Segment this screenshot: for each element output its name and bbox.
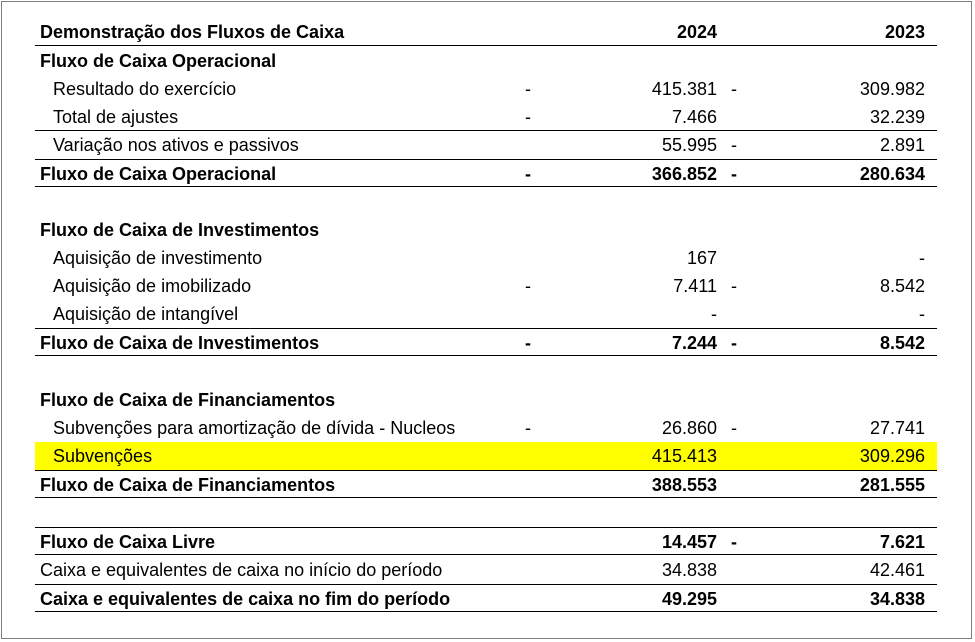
row-label: Caixa e equivalentes de caixa no fim do período <box>40 589 451 609</box>
table-row <box>35 103 937 131</box>
table-row <box>35 75 937 103</box>
sign-2024: - <box>525 164 531 184</box>
value-2024: 26.860 <box>661 418 717 438</box>
value-2024: 167 <box>686 248 717 268</box>
value-2024: 34.838 <box>661 560 717 580</box>
value-2023: 309.296 <box>859 446 925 466</box>
row-label: Fluxo de Caixa de Investimentos <box>40 333 320 353</box>
cash-flow-statement <box>1 1 972 639</box>
total-row-financiamentos <box>35 470 937 498</box>
row-label: Total de ajustes <box>53 107 179 127</box>
column-header-2024: 2024 <box>676 22 717 42</box>
table-row <box>35 244 937 272</box>
value-2023: 8.542 <box>879 276 925 296</box>
section-heading-operacional: Fluxo de Caixa Operacional <box>40 51 277 71</box>
value-2024: 7.466 <box>671 107 717 127</box>
header-row <box>35 18 937 46</box>
row-label: Variação nos ativos e passivos <box>53 135 299 155</box>
table-row <box>35 131 937 159</box>
value-2024: 55.995 <box>661 135 717 155</box>
sign-2024: - <box>525 79 531 99</box>
sign-2023: - <box>731 276 737 296</box>
row-label: Subvenções <box>53 446 153 466</box>
sign-2023: - <box>731 164 737 184</box>
row-label: Fluxo de Caixa de Financiamentos <box>40 475 336 495</box>
column-header-2023: 2023 <box>884 22 925 42</box>
value-2023: 32.239 <box>869 107 925 127</box>
value-2024: 7.244 <box>671 333 717 353</box>
sign-2023: - <box>731 79 737 99</box>
section-heading-investimentos: Fluxo de Caixa de Investimentos <box>40 220 320 240</box>
value-2023: 7.621 <box>879 532 925 552</box>
table-row <box>35 300 937 328</box>
highlighted-row-subvencoes <box>35 442 937 470</box>
sign-2024: - <box>525 333 531 353</box>
value-2023: 42.461 <box>869 560 925 580</box>
table-row-caixa-inicio <box>35 556 937 584</box>
value-2024: 415.413 <box>651 446 717 466</box>
row-label: Caixa e equivalentes de caixa no início do período <box>40 560 443 580</box>
sign-2023: - <box>731 418 737 438</box>
value-2024: 49.295 <box>661 589 717 609</box>
value-2023: 2.891 <box>879 135 925 155</box>
sign-2023: - <box>731 135 737 155</box>
total-row-caixa-fim <box>35 584 937 612</box>
total-row-operacional <box>35 159 937 187</box>
value-2023: - <box>919 248 925 268</box>
row-label: Fluxo de Caixa Operacional <box>40 164 277 184</box>
sign-2024: - <box>525 276 531 296</box>
value-2024: 415.381 <box>651 79 717 99</box>
sign-2024: - <box>525 418 531 438</box>
value-2024: 14.457 <box>661 532 717 552</box>
value-2024: 366.852 <box>651 164 717 184</box>
total-row-investimentos <box>35 328 937 356</box>
sign-2023: - <box>731 532 737 552</box>
value-2023: 34.838 <box>869 589 925 609</box>
value-2024: 388.553 <box>651 475 717 495</box>
value-2023: 27.741 <box>869 418 925 438</box>
row-label: Resultado do exercício <box>53 79 237 99</box>
row-label: Fluxo de Caixa Livre <box>40 532 216 552</box>
section-heading-financiamentos: Fluxo de Caixa de Financiamentos <box>40 390 336 410</box>
value-2023: 8.542 <box>879 333 925 353</box>
table-row <box>35 414 937 442</box>
row-label: Aquisição de imobilizado <box>53 276 252 296</box>
value-2024: - <box>711 304 717 324</box>
value-2023: 309.982 <box>859 79 925 99</box>
value-2024: 7.411 <box>673 276 717 296</box>
table-row <box>35 272 937 300</box>
sign-2024: - <box>525 107 531 127</box>
value-2023: - <box>919 304 925 324</box>
row-label: Subvenções para amortização de dívida - Nucleos <box>53 418 456 438</box>
sign-2023: - <box>731 333 737 353</box>
value-2023: 280.634 <box>859 164 925 184</box>
value-2023: 281.555 <box>859 475 925 495</box>
statement-title: Demonstração dos Fluxos de Caixa <box>40 22 345 42</box>
row-label: Aquisição de investimento <box>53 248 263 268</box>
row-label: Aquisição de intangível <box>53 304 239 324</box>
total-row-livre <box>35 527 937 555</box>
